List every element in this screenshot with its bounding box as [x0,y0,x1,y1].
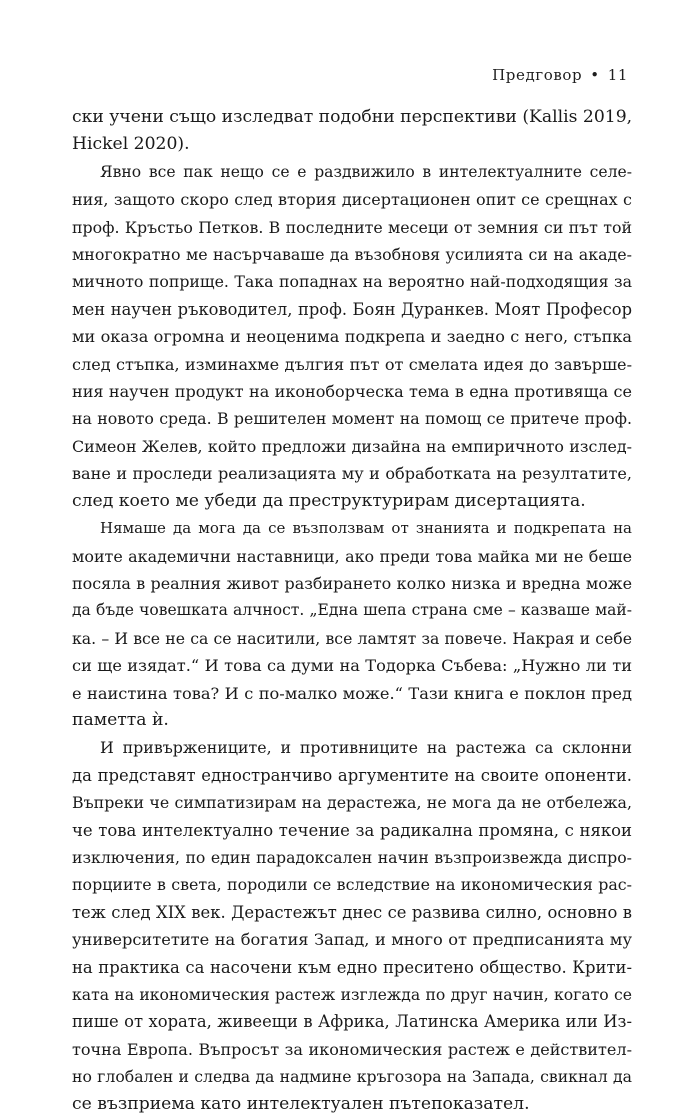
text-line: ски учени също изследват подобни перспективи (Kallis 2019, [72,107,633,127]
text-line: точна Европа. Въпросът за икономическия растеж е действител- [72,1039,632,1059]
header-separator: • [590,66,600,84]
paragraph [72,159,632,515]
text-line: посяла в реалния живот разбирането колко низка и вредна може [72,573,632,593]
text-line: ка. – И все не са се наситили, все ламтят за повече. Накрая и себе [72,628,632,648]
text-line: моите академични наставници, ако преди това майка ми не беше [72,546,632,566]
text-line: мичното поприще. Така попаднах на вероятно най-подходящия за [72,272,632,292]
text-line: да представят едностранчиво аргументите на своите опоненти. [72,765,632,785]
text-line: ката на икономическия растеж изглежда по друг начин, когато се [72,985,632,1004]
text-line: мен научен ръководител, проф. Боян Дуранкев. Моят Професор [72,299,632,319]
text-line: теж след XIX век. Дерастежът днес се развива силно, основно в [72,902,632,922]
text-line: е наистина това? И с по-малко може.“ Тази книга е поклон пред [72,683,632,703]
text-line: изключения, по един парадоксален начин възпроизвежда диспро- [72,847,632,867]
text-line: Hickel 2020). [72,134,190,155]
text-line: след което ме убеди да преструктурирам дисертацията. [72,490,586,511]
text-line: пише от хората, живеещи в Африка, Латинска Америка или Из- [72,1012,632,1032]
text-line: паметта ѝ. [72,709,169,730]
text-line: университетите на богатия Запад, и много от предписанията му [72,930,632,950]
text-line: на новото среда. В решителен момент на помощ се притече проф. [72,409,632,429]
text-line: ми оказа огромна и неоценима подкрепа и заедно с него, стъпка [72,327,632,347]
text-line: проф. Кръстьо Петков. В последните месеци от земния си път той [72,217,632,237]
running-head [492,66,628,84]
text-line: но глобален и следва да надмине кръгозора на Запада, свикнал да [72,1067,632,1087]
paragraph [72,515,632,734]
text-line: да бъде човешката алчност. „Една шепа страна сме – казваше май- [72,601,632,620]
text-line: след стъпка, изминахме дългия път от смелата идея до завършe- [72,354,632,374]
text-line: Явно все пак нещо се е раздвижило в интелектуалните селе- [100,162,632,181]
text-line: И привържениците, и противниците на растежа са склонни [100,738,632,758]
text-line: че това интелектуално течение за радикална промяна, с някои [72,820,632,840]
section-title: Предговор [492,66,583,84]
text-line: ния, защото скоро след втория дисертационен опит се срещнах с [72,190,632,210]
text-line: Нямаше да мога да се възползвам от знанията и подкрепата на [100,519,632,538]
page-number: 11 [607,66,628,84]
text-line: ния научен продукт на иконоборческа тема в една противяща се [72,382,632,402]
paragraph [72,734,632,1118]
text-line: порциите в света, породили се вследствие на икономическия рас- [72,875,632,895]
text-line: Въпреки че симпатизирам на дерастежа, не мога да не отбележа, [72,793,632,813]
text-line: ване и проследи реализацията му и обработката на резултатите, [72,464,632,484]
text-line: Симеон Желев, който предложи дизайна на емпиричното изслед- [72,436,632,456]
body-text [72,104,632,1118]
text-line: се възприема като интелектуален пътепоказател. [72,1093,530,1114]
text-line: си ще изядат.“ И това са думи на Тодорка Събева: „Нужно ли ти [72,656,632,676]
text-line: многократно ме насърчаваше да възобновя усилията си на акаде- [72,245,632,265]
paragraph [72,104,632,159]
text-line: на практика са насочени към едно преситено общество. Крити- [72,957,632,977]
